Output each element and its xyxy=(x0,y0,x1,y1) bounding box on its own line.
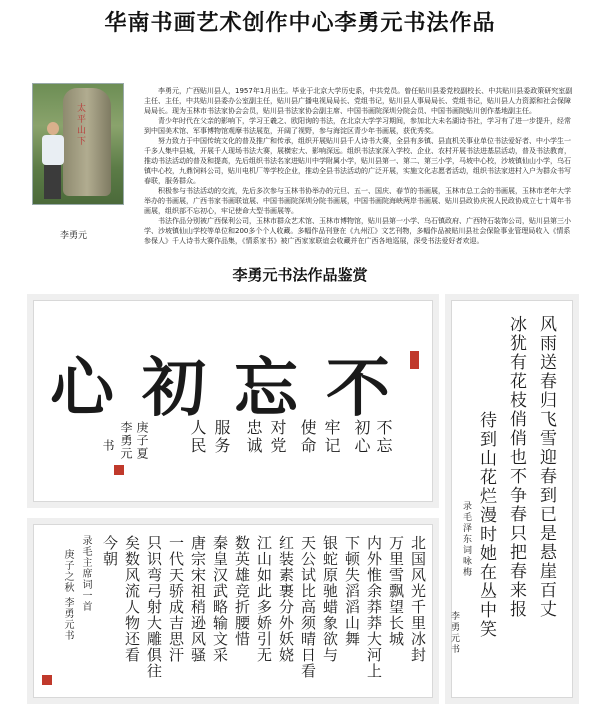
bio-paragraph: 青少年时代在父亲的影响下，学习王羲之、欧阳询的书法，在北京大学学习期间，参加北大未名湖诗书社，学习有了进一步提升，经常到中国美术馆、军事博物馆观摩书法展览，开阔了视野，参与海淀区青少年书画展，获优秀奖。 xyxy=(144,117,571,135)
text-column: 人民 xyxy=(188,419,207,455)
calligraphy-work-1 xyxy=(33,300,433,502)
calligraphy-work-3 xyxy=(451,300,573,698)
signature-column: 书 xyxy=(101,439,115,452)
text-column: 下顿失滔滔山舞 xyxy=(343,535,361,647)
artist-biography xyxy=(144,86,576,246)
person-legs xyxy=(44,165,61,199)
text-column: 初心 xyxy=(352,419,371,455)
big-character: 心 xyxy=(50,351,114,426)
signature-column: 庚子之秋 李勇元书 xyxy=(62,549,73,642)
text-column: 不忘 xyxy=(374,419,393,455)
bio-paragraph: 书法作品分别被广西保利公司，玉林市群众艺术馆、玉林市博物馆，贴川县第一小学、乌石镇政府、广西特石装饰公司，贴川县第三小学、沙坡镇仙山学校等单位和200多个个人收藏。多幅作品刊登在《九州江》文艺刊物，多幅作品被贴川县社会保险事业管理局收入《情系参保人》千人诗书大赛作品集，《情系家书》被广西家家联谊会收藏并在广西各地巡展，深受书法爱好者欢迎。 xyxy=(144,217,571,245)
text-column: 忠诚 xyxy=(244,419,263,455)
text-column: 天公试比高须晴日看 xyxy=(299,535,317,679)
person-body xyxy=(42,135,64,165)
text-column: 使命 xyxy=(298,419,317,455)
rock-inscription: 太平山下 xyxy=(77,104,87,147)
text-column: 对党 xyxy=(268,419,287,455)
text-column: 一代天骄成吉思汗 xyxy=(167,535,185,663)
text-column: 今朝 xyxy=(101,535,119,567)
artist-photo xyxy=(32,83,124,205)
text-column: 只识弯弓射大雕俱往 xyxy=(145,535,163,679)
text-column: 红装素裹分外妖娆 xyxy=(277,535,295,663)
photo-caption: 李勇元 xyxy=(60,231,88,241)
text-column: 待到山花烂漫时她在丛中笑 xyxy=(476,411,496,639)
text-column: 服务 xyxy=(212,419,231,455)
bio-paragraph: 李勇元，广西贴川县人，1957年1月出生。毕业于北京大学历史系，中共党员。曾任贴川县委党校副校长、中共贴川县委政策研究室副主任、主任，中共贴川县委办公室副主任，贴川县广播电视局局长、党组书记，贴川县人事局局长、党组书记，贴川县人力资源和社会保障局局长。现为玉林市书法家协会会员，贴川县书法家协会副主席、中国书画院深圳分院会员、中国书画院贴川创作基地副主任。 xyxy=(144,87,573,115)
text-column: 江山如此多娇引无 xyxy=(255,535,273,663)
big-character: 初 xyxy=(142,351,206,426)
text-column: 银蛇原驰蜡象欲与 xyxy=(321,535,339,663)
big-character: 不 xyxy=(326,351,390,426)
text-column: 唐宗宋祖稍逊风骚 xyxy=(189,535,207,663)
seal-stamp xyxy=(114,465,124,475)
signature-column: 录毛主席词一首 xyxy=(80,535,91,612)
calligraphy-work-2 xyxy=(33,524,433,698)
text-column: 秦皇汉武略输文采 xyxy=(211,535,229,663)
signature-column: 李勇元 xyxy=(119,421,133,460)
text-column: 风雨送春归飞雪迎春到已是悬崖百丈 xyxy=(536,315,556,619)
signature-column: 庚子夏 xyxy=(135,421,149,460)
person-head xyxy=(47,122,59,135)
signature-column: 李勇元书 xyxy=(449,611,459,655)
seal-stamp xyxy=(42,675,52,685)
bio-paragraph: 努力致力于中国传统文化的普及推广和传承，组织开展贴川县千人诗书大赛，全县有多镇、县直机关事业单位书法爱好者、中小学生一千多人集中县城，开展千人现场书法大赛，展横宏大、影响深远。组织书法家深入学校、企业、农村开展书法进基层活动，普及书法教育，推动书法活动的普及和提高，先后组织书法名家进贴川中学附属小学，贴川县第一、第二、第三小学，马坡中心校，沙坡镇仙山小学，乌石镇中心校，九鼎饲料公司，贴川电机厂等学校企业，推动全县书法活动的广泛开展，实施文化志愿者活动，组织书法家进村入户为群众书写春联，服务群众。 xyxy=(144,137,571,185)
text-column: 万里雪飘望长城 xyxy=(387,535,405,647)
bio-paragraph: 积极参与书法活动的交流，先后多次参与玉林书协举办的元旦、五一、国庆、春节的书画展，玉林市总工会的书画展，玉林市老年大学举办的书画展，广西书家书画联谊展、中国书画院深圳分院书画展，中国书画院海峡两岸书画展、贴川县政协庆祝人民政协成立七十周年书画展，组织部不忘初心，牢记使命大型书画展等。 xyxy=(144,187,571,215)
gallery-title: 李勇元书法作品鉴赏 xyxy=(232,266,368,284)
text-column: 内外惟余莽莽大河上 xyxy=(365,535,383,679)
big-character: 忘 xyxy=(234,351,298,426)
text-column: 数英雄竞折腰惜 xyxy=(233,535,251,647)
text-column: 矣数风流人物还看 xyxy=(123,535,141,663)
text-column: 北国风光千里冰封 xyxy=(409,535,427,663)
seal-stamp xyxy=(410,351,419,369)
page-title: 华南书画艺术创作中心李勇元书法作品 xyxy=(104,11,496,36)
text-column: 冰犹有花枝俏俏也不争春只把春来报 xyxy=(506,315,526,619)
signature-column: 录毛泽东词咏梅 xyxy=(461,501,471,578)
text-column: 牢记 xyxy=(322,419,341,455)
